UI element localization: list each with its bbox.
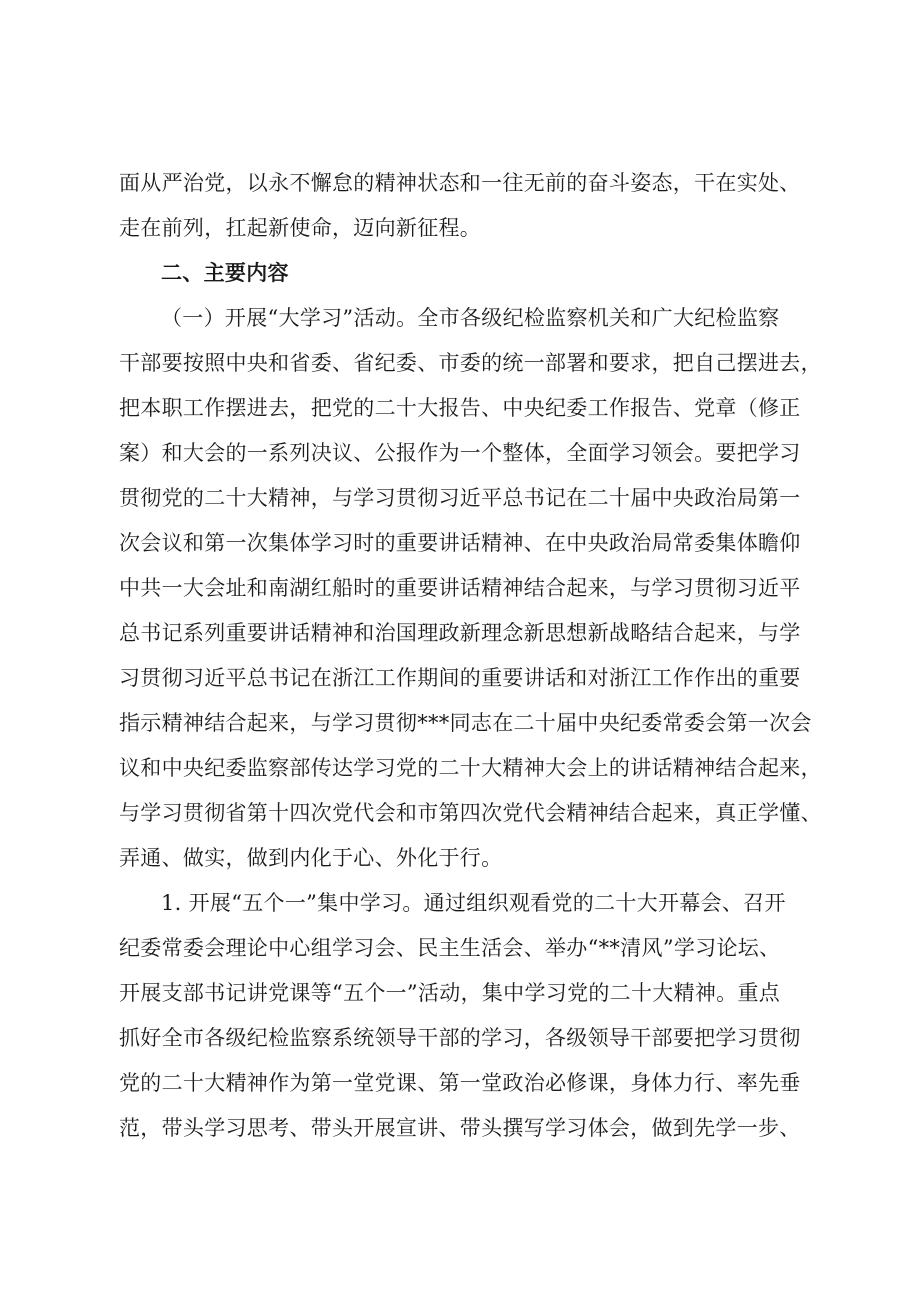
subsection-one-line-8: 总书记系列重要讲话精神和治国理政新理念新思想新战略结合起来，与学 <box>119 621 801 645</box>
subsection-one-line-1: （一）开展“大学习”活动。全市各级纪检监察机关和广大纪检监察 <box>161 306 780 330</box>
subsection-one-line-10: 指示精神结合起来，与学习贯彻***同志在二十届中央纪委常委会第一次会 <box>119 711 812 735</box>
subsection-one-line-13: 弄通、做实，做到内化于心、外化于行。 <box>119 846 503 870</box>
item-one-line-1: 1. 开展“五个一”集中学习。通过组织观看党的二十大开幕会、召开 <box>161 891 786 915</box>
subsection-one-line-12: 与学习贯彻省第十四次党代会和市第四次党代会精神结合起来，真正学懂、 <box>119 801 822 825</box>
item-one-line-6: 范，带头学习思考、带头开展宣讲、带头撰写学习体会，做到先学一步、 <box>119 1116 801 1140</box>
subsection-one-line-3: 把本职工作摆进去，把党的二十大报告、中央纪委工作报告、党章（修正 <box>119 396 801 420</box>
intro-line-1: 面从严治党，以永不懈怠的精神状态和一往无前的奋斗姿态，干在实处、 <box>119 171 801 195</box>
item-one-line-5: 党的二十大精神作为第一堂党课、第一堂政治必修课，身体力行、率先垂 <box>119 1071 801 1095</box>
item-one-line-4: 抓好全市各级纪检监察系统领导干部的学习，各级领导干部要把学习贯彻 <box>119 1026 801 1050</box>
subsection-one-line-6: 次会议和第一次集体学习时的重要讲话精神、在中央政治局常委集体瞻仰 <box>119 531 801 555</box>
item-one-line-2: 纪委常委会理论中心组学习会、民主生活会、举办“**清风”学习论坛、 <box>119 936 781 960</box>
subsection-one-line-11: 议和中央纪委监察部传达学习党的二十大精神大会上的讲话精神结合起来， <box>119 756 822 780</box>
subsection-one-line-5: 贯彻党的二十大精神，与学习贯彻习近平总书记在二十届中央政治局第一 <box>119 486 801 510</box>
intro-line-2: 走在前列，扛起新使命，迈向新征程。 <box>119 216 482 240</box>
subsection-one-line-9: 习贯彻习近平总书记在浙江工作期间的重要讲话和对浙江工作作出的重要 <box>119 666 801 690</box>
item-one-line-3: 开展支部书记讲党课等“五个一”活动，集中学习党的二十大精神。重点 <box>119 981 781 1005</box>
subsection-one-line-4: 案）和大会的一系列决议、公报作为一个整体，全面学习领会。要把学习 <box>119 441 801 465</box>
subsection-one-line-2: 干部要按照中央和省委、省纪委、市委的统一部署和要求，把自己摆进去， <box>119 351 822 375</box>
section-heading: 二、主要内容 <box>161 261 289 285</box>
subsection-one-line-7: 中共一大会址和南湖红船时的重要讲话精神结合起来，与学习贯彻习近平 <box>119 576 801 600</box>
